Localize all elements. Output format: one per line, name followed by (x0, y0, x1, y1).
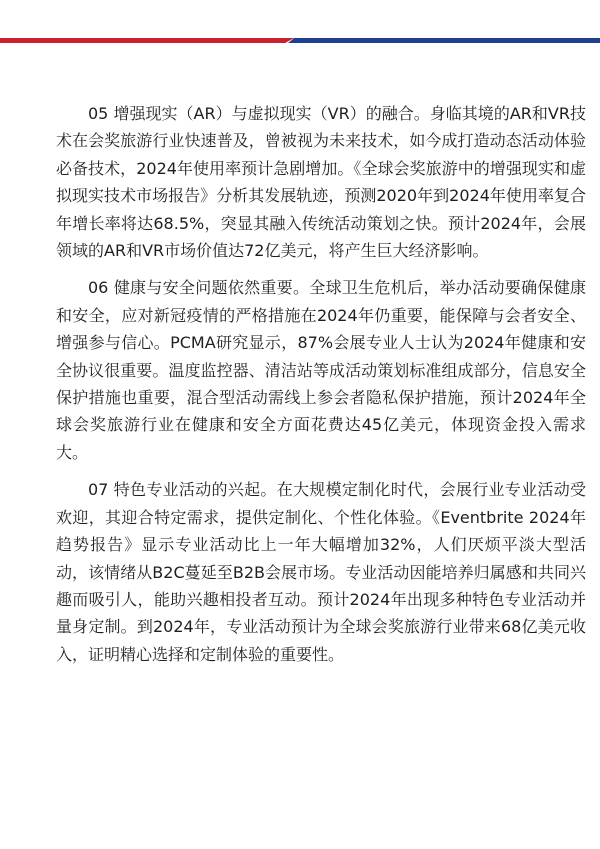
article-body (56, 100, 586, 678)
paragraph-lead: 07 特色专业活动的兴起。 (88, 480, 277, 500)
paragraph-ar-vr (56, 100, 586, 264)
paragraph-special-events (56, 476, 586, 668)
paragraph-text: 身临其境的AR和VR技术在会奖旅游行业快速普及，曾被视为未来技术，如今成打造动态活动体验必备技术，2024年使用率预计急剧增加。《全球会奖旅游中的增强现实和虚拟现实技术市场报告》分析其发展轨迹，预测2020年到2024年使用率复合年增长率将达68.5%，突显其融入传统活动策划之快。预计2024年，会展领域的AR和VR市场价值达72亿美元，将产生巨大经济影响。 (56, 104, 586, 261)
header-stripe (0, 38, 600, 43)
paragraph-health-safety (56, 274, 586, 466)
header-stripe-blue (288, 38, 600, 43)
header-stripe-red (0, 38, 294, 43)
paragraph-text: 在大规模定制化时代，会展行业专业活动受欢迎，其迎合特定需求，提供定制化、个性化体验。《Eventbrite 2024年趋势报告》显示专业活动比上一年大幅增加32%，人们厌烦平淡大型活动，该情绪从B2C蔓延至B2B会展市场。专业活动因能培养归属感和共同兴趣而吸引人，能助兴趣相投者互动。预计2024年出现多种特色专业活动并量身定制。到2024年，专业活动预计为全球会奖旅游行业带来68亿美元收入，证明精心选择和定制体验的重要性。 (56, 480, 586, 664)
paragraph-text: 全球卫生危机后，举办活动要确保健康和安全，应对新冠疫情的严格措施在2024年仍重要，能保障与会者安全、增强参与信心。PCMA研究显示，87%会展专业人士认为2024年健康和安全协议很重要。温度监控器、清洁站等成活动策划标准组成部分，信息安全保护措施也重要，混合型活动需线上参会者隐私保护措施，预计2024年全球会奖旅游行业在健康和安全方面花费达45亿美元，体现资金投入需求大。 (56, 278, 586, 462)
paragraph-lead: 05 增强现实（AR）与虚拟现实（VR）的融合。 (88, 104, 430, 123)
paragraph-lead: 06 健康与安全问题依然重要。 (88, 278, 310, 298)
